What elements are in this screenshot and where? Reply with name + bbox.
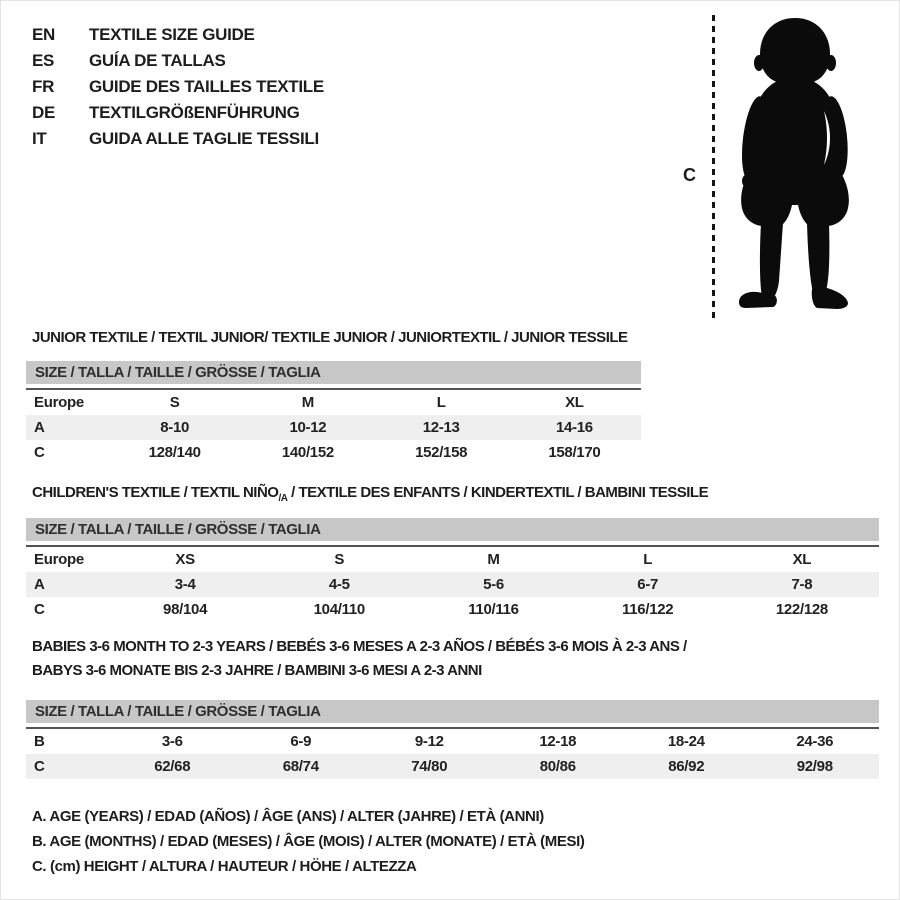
age-cell: 5-6 [483, 576, 504, 593]
language-title: TEXTILE SIZE GUIDE [89, 25, 255, 44]
age-cell: 24-36 [796, 733, 834, 750]
size-cell: M [487, 551, 500, 568]
height-cell: 74/80 [411, 758, 448, 775]
height-cell: 98/104 [163, 601, 208, 618]
language-code: EN [32, 25, 56, 44]
language-title: TEXTILGRÖßENFÜHRUNG [89, 103, 300, 122]
age-cell: 6-9 [290, 733, 312, 750]
size-cell: L [436, 394, 446, 411]
height-cell: 86/92 [668, 758, 705, 775]
measurement-legend [32, 804, 584, 879]
language-row-fr [32, 74, 324, 100]
language-code: ES [32, 51, 55, 70]
height-measure-label: C [683, 165, 696, 185]
junior-size-table [26, 361, 641, 465]
row-label: B [34, 733, 45, 750]
children-title-rest: / TEXTILE DES ENFANTS / KINDERTEXTIL / BAMBINI TESSILE [287, 484, 709, 501]
legend-line-c: C. (cm) HEIGHT / ALTURA / HAUTEUR / HÖHE / ALTEZZA [32, 858, 417, 875]
age-cell: 18-24 [667, 733, 705, 750]
table-row-height-cm [26, 754, 879, 779]
height-cell: 68/74 [282, 758, 319, 775]
height-cell: 158/170 [548, 444, 601, 461]
children-table-title [32, 484, 708, 504]
age-cell: 4-5 [328, 576, 350, 593]
size-header-bar: SIZE / TALLA / TAILLE / GRÖSSE / TAGLIA [26, 518, 879, 541]
size-cell: XL [792, 551, 812, 568]
language-title: GUÍA DE TALLAS [89, 51, 226, 70]
table-row-height-cm [26, 440, 641, 465]
age-cell: 3-4 [174, 576, 196, 593]
legend-line-a: A. AGE (YEARS) / EDAD (AÑOS) / ÂGE (ANS) / ALTER (JAHRE) / ETÀ (ANNI) [32, 808, 544, 825]
row-label: Europe [34, 551, 84, 568]
table-row-age-years [26, 415, 641, 440]
table-row-age-months [26, 729, 879, 754]
height-cell: 92/98 [796, 758, 833, 775]
children-size-table [26, 518, 879, 622]
size-cell: M [301, 394, 314, 411]
size-cell: S [169, 394, 180, 411]
children-title-main: CHILDREN'S TEXTILE / TEXTIL NIÑO [32, 484, 279, 501]
age-cell: 3-6 [161, 733, 183, 750]
junior-table-title: JUNIOR TEXTILE / TEXTIL JUNIOR/ TEXTILE JUNIOR / JUNIORTEXTIL / JUNIOR TESSILE [32, 329, 628, 346]
height-cell: 104/110 [313, 601, 365, 618]
size-header-bar: SIZE / TALLA / TAILLE / GRÖSSE / TAGLIA [26, 700, 879, 723]
children-table-rows [26, 545, 879, 622]
age-cell: 14-16 [555, 419, 593, 436]
table-row-europe [26, 547, 879, 572]
height-dotted-line [712, 15, 715, 319]
row-label: A [34, 419, 45, 436]
language-row-en [32, 22, 324, 48]
table-row-europe [26, 390, 641, 415]
height-cell: 140/152 [281, 444, 334, 461]
age-cell: 12-13 [422, 419, 460, 436]
age-cell: 7-8 [791, 576, 813, 593]
age-cell: 12-18 [539, 733, 577, 750]
row-label: C [34, 601, 45, 618]
size-cell: L [643, 551, 653, 568]
height-cell: 80/86 [539, 758, 576, 775]
height-cell: 128/140 [148, 444, 201, 461]
baby-silhouette-icon [729, 15, 861, 317]
row-label: A [34, 576, 45, 593]
junior-table-rows [26, 388, 641, 465]
language-title: GUIDA ALLE TAGLIE TESSILI [89, 129, 319, 148]
language-row-es [32, 48, 324, 74]
size-cell: S [334, 551, 345, 568]
height-cell: 152/158 [415, 444, 468, 461]
legend-line-b: B. AGE (MONTHS) / EDAD (MESES) / ÂGE (MOIS) / ALTER (MONATE) / ETÀ (MESI) [32, 833, 585, 850]
age-cell: 9-12 [414, 733, 444, 750]
height-cell: 110/116 [468, 601, 519, 618]
size-cell: XS [175, 551, 195, 568]
table-row-height-cm [26, 597, 879, 622]
size-cell: XL [565, 394, 584, 411]
row-label: C [34, 758, 45, 775]
babies-table-rows [26, 727, 879, 779]
row-label: Europe [34, 394, 84, 411]
children-title-subscript: /A [278, 493, 288, 504]
babies-title-line2: BABYS 3-6 MONATE BIS 2-3 JAHRE / BAMBINI 3-6 MESI A 2-3 ANNI [32, 662, 482, 679]
language-code: DE [32, 103, 56, 122]
language-title-block [32, 22, 324, 152]
height-cell: 62/68 [154, 758, 191, 775]
height-cell: 116/122 [622, 601, 674, 618]
babies-table-title [32, 635, 687, 683]
height-figure [677, 9, 877, 319]
age-cell: 6-7 [637, 576, 659, 593]
row-label: C [34, 444, 45, 461]
age-cell: 10-12 [289, 419, 327, 436]
language-row-de [32, 100, 324, 126]
babies-title-line1: BABIES 3-6 MONTH TO 2-3 YEARS / BEBÉS 3-6 MESES A 2-3 AÑOS / BÉBÉS 3-6 MOIS À 2-3 ANS / [32, 638, 687, 655]
language-code: IT [32, 129, 47, 148]
language-row-it [32, 126, 324, 152]
age-cell: 8-10 [160, 419, 190, 436]
size-header-bar: SIZE / TALLA / TAILLE / GRÖSSE / TAGLIA [26, 361, 641, 384]
babies-size-table [26, 700, 879, 779]
language-title: GUIDE DES TAILLES TEXTILE [89, 77, 324, 96]
table-row-age-years [26, 572, 879, 597]
height-cell: 122/128 [775, 601, 828, 618]
language-code: FR [32, 77, 55, 96]
